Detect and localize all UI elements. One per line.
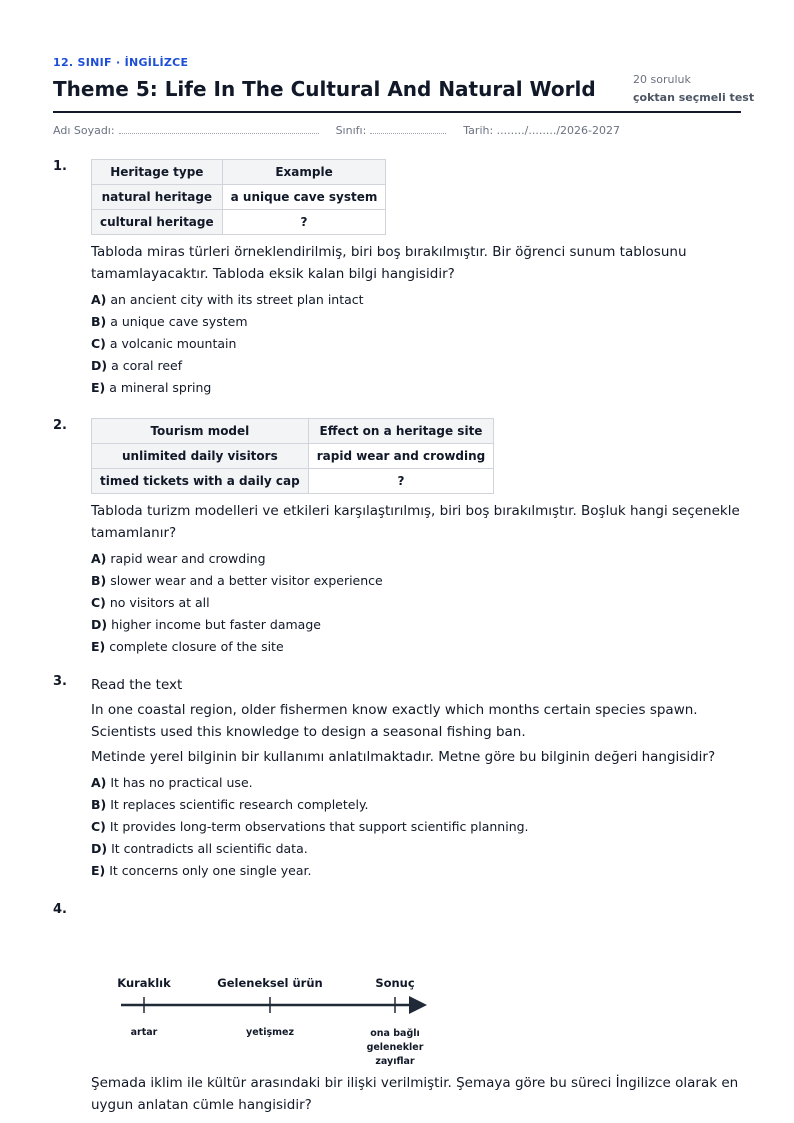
question-stem: Tabloda miras türleri örneklendirilmiş, biri boş bırakılmıştır. Bir öğrenci sunum tablosunu tamamlayacaktır. Tabloda eksik kalan bilgi hangisidir? [91,244,687,282]
option-a[interactable]: A) an ancient city with its street plan intact [91,292,364,307]
class-label: Sınıfı: [335,124,367,137]
name-blank[interactable] [119,124,319,134]
question-stem: Tabloda turizm modelleri ve etkileri karşılaştırılmış, biri boş bırakılmıştır. Boşluk hangi seçenekle tamamlanır? [91,503,740,541]
test-meta [633,71,773,107]
student-info-line [53,124,620,137]
question-number: 1. [53,159,67,174]
stage-note: artar [130,1027,158,1038]
tourism-table [91,418,494,494]
option-d[interactable]: D) It contradicts all scientific data. [91,841,308,856]
option-b[interactable]: B) It replaces scientific research completely. [91,797,369,812]
option-a[interactable]: A) rapid wear and crowding [91,551,266,566]
class-blank[interactable] [370,124,446,134]
question-stem: Metinde yerel bilginin bir kullanımı anlatılmaktadır. Metne göre bu bilginin değeri hangisidir? [91,749,716,765]
table-header: Effect on a heritage site [308,419,494,444]
question-number: 2. [53,418,67,433]
option-c[interactable]: C) no visitors at all [91,595,210,610]
options-list [91,548,741,658]
table-cell: ? [222,210,386,235]
page-title: Theme 5: Life In The Cultural And Natural World [53,77,596,101]
name-label: Adı Soyadı: [53,124,115,137]
option-e[interactable]: E) complete closure of the site [91,639,284,654]
option-d[interactable]: D) higher income but faster damage [91,617,321,632]
question-number: 3. [53,674,67,689]
stage-label: Geleneksel ürün [217,976,323,990]
table-header: Heritage type [92,160,223,185]
table-cell: timed tickets with a daily cap [92,469,309,494]
stage-label: Sonuç [375,976,415,990]
stage-note: ona bağlı [370,1028,420,1039]
options-list [91,772,741,882]
option-d[interactable]: D) a coral reef [91,358,183,373]
table-cell: cultural heritage [92,210,223,235]
table-cell: a unique cave system [222,185,386,210]
table-row [92,469,494,494]
header-divider [53,111,741,113]
options-list [91,289,741,399]
read-instruction: Read the text [91,677,183,693]
option-b[interactable]: B) slower wear and a better visitor experience [91,573,383,588]
table-row [92,210,386,235]
timeline-arrowhead [409,996,427,1014]
option-e[interactable]: E) a mineral spring [91,380,212,395]
table-row [92,185,386,210]
question-number: 4. [53,902,67,917]
heritage-table [91,159,386,235]
question-count: 20 soruluk [633,73,691,86]
grade-subject-label: 12. SINIF · İNGİLİZCE [53,56,189,69]
option-a[interactable]: A) It has no practical use. [91,775,253,790]
table-cell: ? [308,469,494,494]
table-row [92,444,494,469]
table-cell: unlimited daily visitors [92,444,309,469]
stage-note: yetişmez [246,1027,294,1038]
table-cell: rapid wear and crowding [308,444,494,469]
table-header: Example [222,160,386,185]
date-label: Tarih: ......../......../2026-2027 [463,124,620,137]
option-e[interactable]: E) It concerns only one single year. [91,863,312,878]
table-cell: natural heritage [92,185,223,210]
option-c[interactable]: C) It provides long-term observations that support scientific planning. [91,819,529,834]
option-b[interactable]: B) a unique cave system [91,314,248,329]
climate-culture-diagram [113,965,443,1075]
stage-label: Kuraklık [117,976,171,990]
test-type: çoktan seçmeli test [633,91,755,104]
option-c[interactable]: C) a volcanic mountain [91,336,237,351]
stage-note: gelenekler [366,1042,424,1053]
question-stem: Şemada iklim ile kültür arasındaki bir ilişki verilmiştir. Şemaya göre bu süreci İngilizce olarak en uygun anlatan cümle hangisidir? [91,1075,739,1113]
stage-note: zayıflar [375,1056,415,1067]
table-header: Tourism model [92,419,309,444]
reading-passage: In one coastal region, older fishermen know exactly which months certain species spawn. Scientists used this knowledge to design a seasonal fishing ban. [91,702,698,740]
